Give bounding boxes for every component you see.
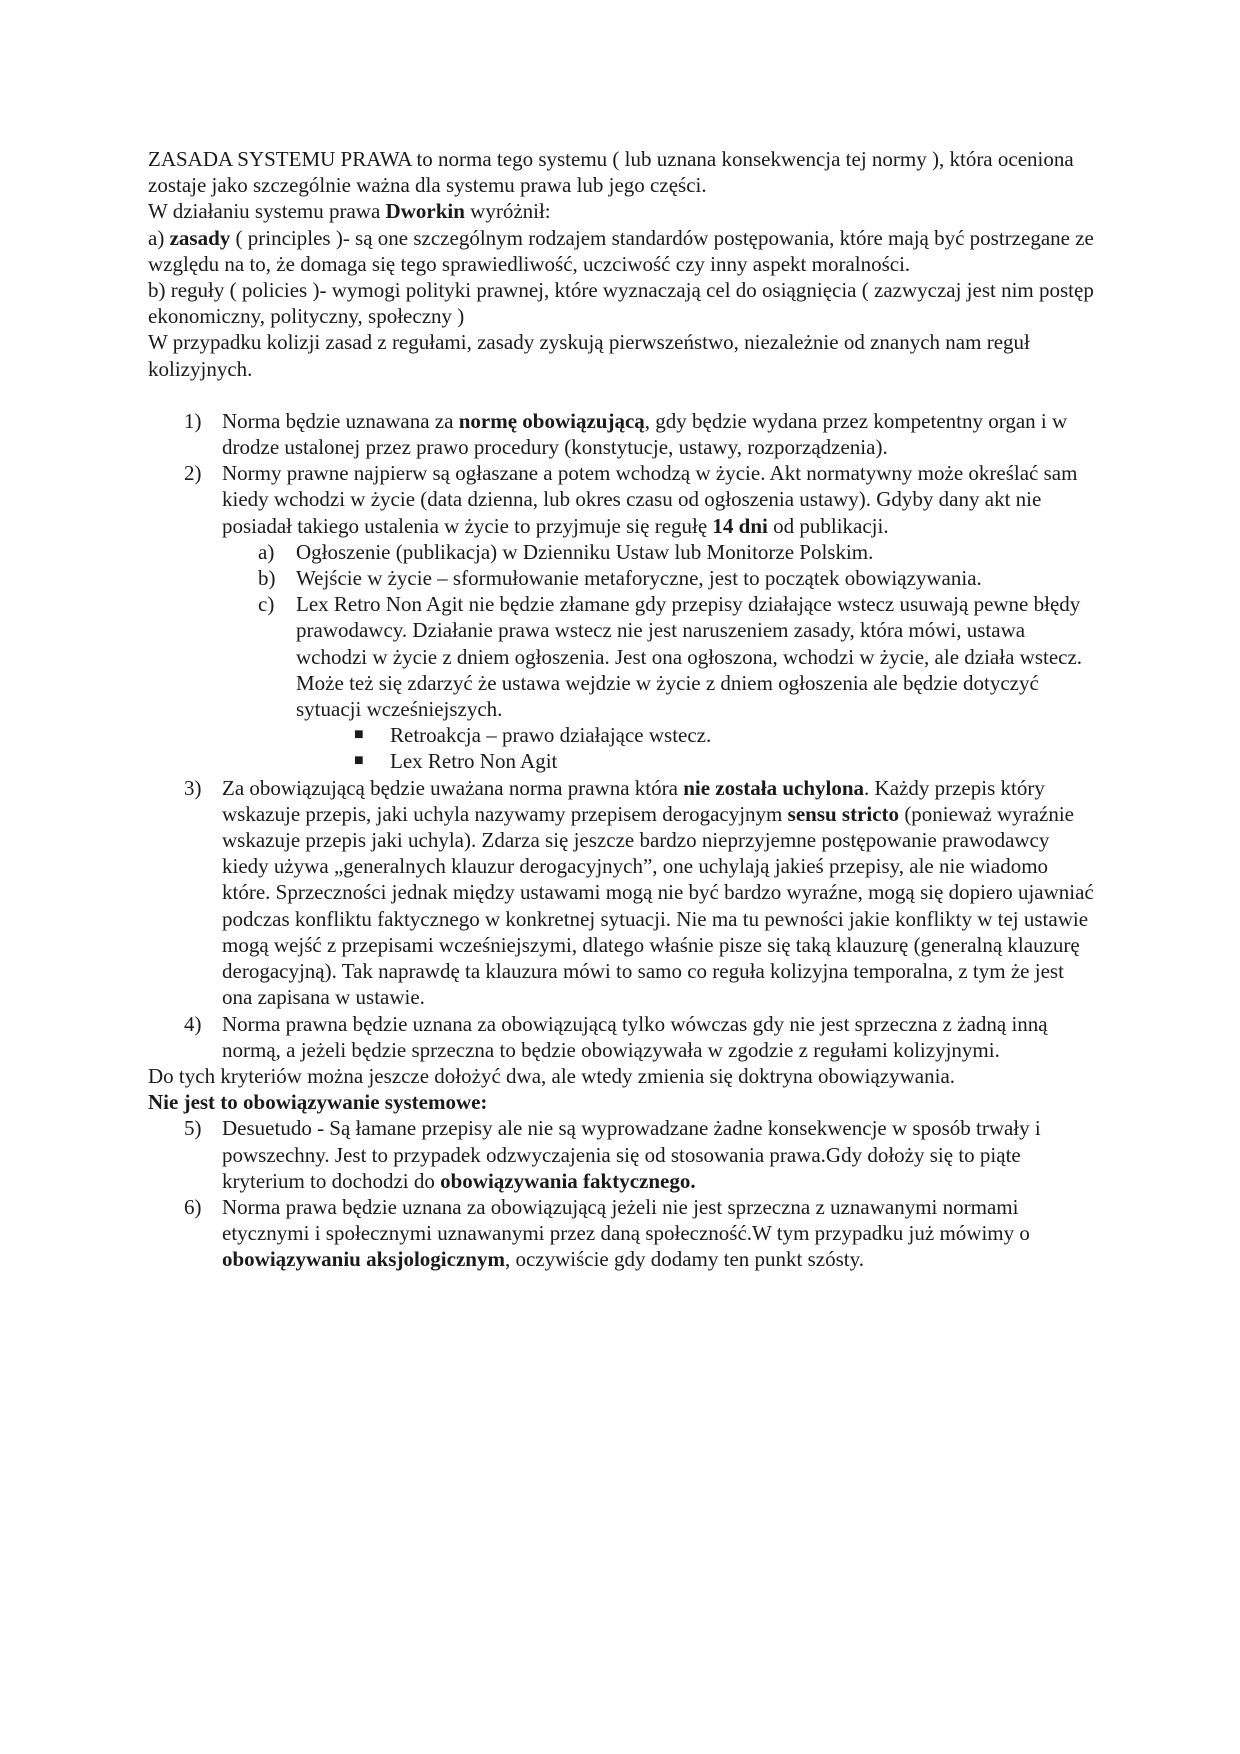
dworkin-name: Dworkin <box>385 199 465 224</box>
sub-item-a: a) Ogłoszenie (publikacja) w Dzienniku Ustaw lub Monitorze Polskim. <box>258 539 874 564</box>
definition-paragraph: ZASADA SYSTEMU PRAWA to norma tego systemu ( lub uznana konsekwencja tej normy ), która oceniona zostaje jako szczególnie ważna dla systemu prawa lub jego części. <box>148 147 1074 198</box>
list-item-5: 5) Desuetudo - Są łamane przepisy ale nie są wyprowadzane żadne konsekwencje w sposób trwały i powszechny. Jest to przypadek odzwyczajenia się od stosowania prawa.Gdy dołoży się to piąte kryterium to dochodzi do obowiązywania faktycznego. <box>184 1116 1041 1193</box>
list-item-1: 1) Norma będzie uznawana za normę obowiązującą, gdy będzie wydana przez kompetentny organ i w drodze ustalonej przez prawo procedury (konstytucje, ustawy, rozporządzenia). <box>184 408 1068 460</box>
bullet-item: ■ Retroakcja – prawo działające wstecz. <box>354 723 712 748</box>
principles-paragraph: a) zasady ( principles )- są one szczególnym rodzajem standardów postępowania, które mają być postrzegane ze względu na to, że domaga się tego sprawiedliwość, uczciwość czy inny aspekt moralności. <box>148 225 1094 276</box>
definition-term: ZASADA SYSTEMU PRAWA <box>148 147 412 171</box>
dworkin-paragraph: W działaniu systemu prawa Dworkin wyróżnił: <box>148 199 551 224</box>
document-body <box>148 146 1094 1273</box>
criteria-paragraph: Do tych kryteriów można jeszcze dołożyć dwa, ale wtedy zmienia się doktryna obowiązywania. <box>148 1063 956 1088</box>
bullet-icon: ■ <box>354 726 364 744</box>
collision-paragraph: W przypadku kolizji zasad z regułami, zasady zyskują pierwszeństwo, niezależnie od znanych nam reguł kolizyjnych. <box>148 330 1030 381</box>
bullet-item: ■ Lex Retro Non Agit <box>354 749 558 774</box>
list-item-6: 6) Norma prawa będzie uznana za obowiązującą jeżeli nie jest sprzeczna z uznawanymi normami etycznymi i społecznymi uznawanymi przez daną społeczność.W tym przypadku już mówimy o obowiązywaniu aksjologicznym, oczywiście gdy dodamy ten punkt szósty. <box>184 1194 1030 1272</box>
list-item-2: 2) Normy prawne najpierw są ogłaszane a potem wchodzą w życie. Akt normatywny może określać sam kiedy wchodzi w życie (data dzienna, lub okres czasu od ogłoszenia ustawy). Gdyby dany akt nie posiadał takiego ustalenia w życie to przyjmuje się regułę 14 dni od publikacji. <box>184 461 1078 538</box>
list-item-3: 3) Za obowiązującą będzie uważana norma prawna która nie została uchylona. Każdy przepis który wskazuje przepis, jaki uchyla nazywamy przepisem derogacyjnym sensu stricto (ponieważ wyraźnie wskazuje przepis jaki uchyla). Zdarza się jeszcze bardzo nieprzyjemne postępowanie prawodawcy kiedy używa „generalnych klauzur derogacyjnych”, one uchylają jakieś przepisy, ale nie wiadomo które. Sprzeczności jednak między ustawami mogą nie być bardzo wyraźne, mogą się dopiero ujawniać podczas konfliktu faktycznego w konkretnej sytuacji. Nie ma tu pewności jakie konflikty w tej ustawie mogą wejść z przepisami wcześniejszymi, dlatego właśnie pisze się taką klauzurę (generalną klauzurę derogacyjną). Tak naprawdę ta klauzura mówi to samo co reguła kolizyjna temporalna, z tym że jest ona zapisana w ustawie. <box>184 775 1094 1010</box>
systemic-heading: Nie jest to obowiązywanie systemowe: <box>148 1090 488 1115</box>
sub-item-c: c) Lex Retro Non Agit nie będzie złamane gdy przepisy działające wstecz usuwają pewne błędy prawodawcy. Działanie prawa wstecz nie jest naruszeniem zasady, która mówi, ustawa wchodzi w życie z dniem ogłoszenia. Jest ona ogłoszona, wchodzi w życie, ale działa wstecz. Może też się zdarzyć że ustawa wejdzie w życie z dniem ogłoszenia ale będzie dotyczyć sytuacji wcześniejszych. <box>258 592 1083 722</box>
bullet-icon: ■ <box>354 752 364 770</box>
list-item-4: 4) Norma prawna będzie uznana za obowiązującą tylko wówczas gdy nie jest sprzeczna z żadną inną normą, a jeżeli będzie sprzeczna to będzie obowiązywała w zgodzie z regułami kolizyjnymi. <box>184 1011 1048 1062</box>
policies-paragraph: b) reguły ( policies )- wymogi polityki prawnej, które wyznaczają cel do osiągnięcia ( zazwyczaj jest nim postęp ekonomiczny, polityczny, społeczny ) <box>148 278 1094 329</box>
sub-item-b: b) Wejście w życie – sformułowanie metaforyczne, jest to początek obowiązywania. <box>258 566 982 591</box>
